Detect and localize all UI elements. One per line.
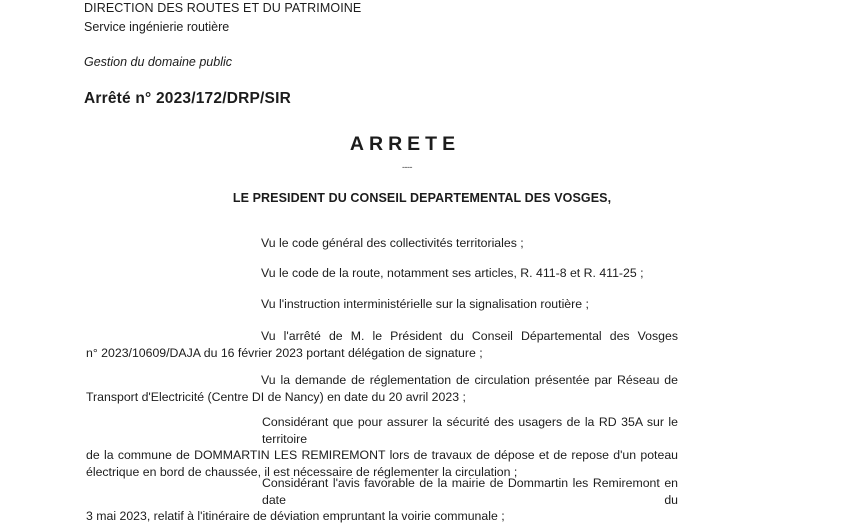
paragraph-demande xyxy=(86,372,678,405)
paragraph-arrete-delegation xyxy=(86,328,678,361)
paragraph-line: de la commune de DOMMARTIN LES REMIREMONT lors de travaux de dépose et de repose d'un poteau xyxy=(86,448,678,462)
header-service: Service ingénierie routière xyxy=(84,20,230,34)
paragraph-line: électrique en bord de chaussée, il est nécessaire de réglementer la circulation ; xyxy=(86,464,518,479)
vu-code-collectivites: Vu le code général des collectivités territoriales ; xyxy=(261,236,524,250)
header-direction: DIRECTION DES ROUTES ET DU PATRIMOINE xyxy=(84,1,362,15)
vu-instruction: Vu l'instruction interministérielle sur la signalisation routière ; xyxy=(261,297,589,311)
paragraph-line: 3 mai 2023, relatif à l'itinéraire de déviation empruntant la voirie communale ; xyxy=(86,509,505,523)
paragraph-line: Considérant que pour assurer la sécurité des usagers de la RD 35A sur le territoire xyxy=(262,415,678,446)
paragraph-line: Considérant l'avis favorable de la mairie de Dommartin les Remiremont en date du xyxy=(262,476,678,507)
president-heading: LE PRESIDENT DU CONSEIL DEPARTEMENTAL DES VOSGES, xyxy=(232,191,612,205)
arrete-number: Arrêté n° 2023/172/DRP/SIR xyxy=(84,90,291,107)
paragraph-considerant-securite xyxy=(86,414,678,480)
paragraph-line: n° 2023/10609/DAJA du 16 février 2023 portant délégation de signature ; xyxy=(86,345,483,360)
document-title: ARRETE xyxy=(349,133,461,155)
title-separator: ---- xyxy=(402,162,412,172)
header-gestion: Gestion du domaine public xyxy=(84,55,233,69)
paragraph-line: Vu l'arrêté de M. le Président du Conseil Départemental des Vosges xyxy=(261,329,678,343)
paragraph-line: Vu la demande de réglementation de circulation présentée par Réseau de xyxy=(261,373,678,387)
paragraph-line: Transport d'Electricité (Centre DI de Nancy) en date du 20 avril 2023 ; xyxy=(86,389,466,404)
paragraph-considerant-avis xyxy=(86,475,678,525)
vu-code-route: Vu le code de la route, notamment ses articles, R. 411-8 et R. 411-25 ; xyxy=(261,266,644,280)
